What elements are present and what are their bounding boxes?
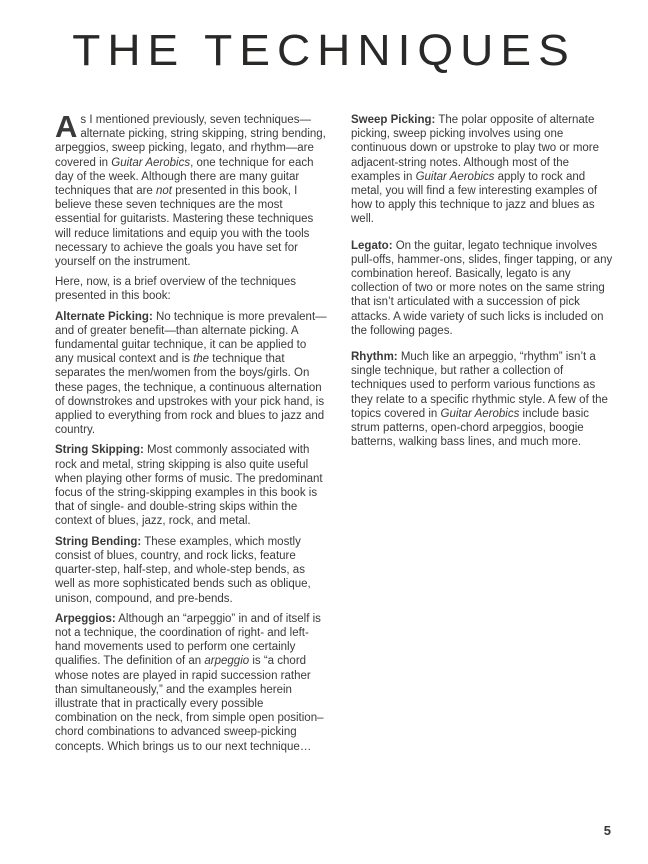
paragraph-string-skipping: String Skipping: Most commonly associated with rock and metal, string skipping is also quite useful when playing other forms of music. The predominant focus of the string-skipping examples in this book is that of single- and double-string skips within the context of blues, jazz, rock, and metal. [55,444,323,528]
paragraph-alternate-picking: Alternate Picking: No technique is more prevalent—and of greater benefit—than alternate picking. A fundamental guitar technique, it can be applied to any musical context and is the technique that separates the men/women from the boys/girls. On these pages, the technique, a continuous alternation of downstrokes and upstrokes with your pick hand, is applied to everything from rock and blues to jazz and country. [55,310,327,437]
content-columns [55,109,619,760]
right-column [351,113,619,760]
paragraph-intro-text: s I mentioned previously, seven techniques—alternate picking, string skipping, string bending, arpeggios, sweep picking, legato, and rhythm—are covered in Guitar Aerobics, one technique for each day of the week. Although there are many guitar techniques that are not presented in this book, I believe these seven techniques are the most essential for guitarists. Mastering these techniques will reduce limitations and equip you with the tools necessary to achieve the goals you have set for yourself on the instrument. [55,114,326,269]
paragraph-intro [55,109,327,269]
paragraph-rhythm: Rhythm: Much like an arpeggio, “rhythm” isn’t a single technique, but rather a collection of techniques used to perform various functions as they relate to a specific rhythmic style. A few of the topics covered in Guitar Aerobics include basic strum patterns, open-chord arpeggios, boogie batterns, walking bass lines, and much more. [351,351,608,449]
drop-cap: A [55,109,78,144]
paragraph-overview: Here, now, is a brief overview of the techniques presented in this book: [55,276,296,303]
paragraph-legato: Legato: On the guitar, legato technique involves pull-offs, hammer-ons, slides, finger tapping, or any combination hereof. Basically, legato is any collection of two or more notes on the same string that isn’t articulated with a succession of pick attacks. A wide variety of such licks is included on the following pages. [351,239,613,337]
left-column [55,109,327,760]
paragraph-sweep-picking: Sweep Picking: The polar opposite of alternate picking, sweep picking involves using one continuous down or upstroke to play two or more adjacent-string notes. Although most of the examples in Guitar Aerobics apply to rock and metal, you will find a few interesting examples of how to apply this technique to jazz and blues as well. [351,114,600,226]
paragraph-arpeggios: Arpeggios: Although an “arpeggio” in and of itself is not a technique, the coordination of right- and left-hand movements used to perform one certainly qualifies. The definition of an arpeggio is “a chord whose notes are played in rapid succession rather than simultaneously,” and the examples herein illustrate that in practically every possible combination on the neck, from simple open position–chord combinations to advanced sweep-picking concepts. Which brings us to our next technique… [55,612,324,753]
page-title: THE TECHNIQUES [72,24,576,75]
paragraph-string-bending: String Bending: These examples, which mostly consist of blues, country, and rock licks, feature quarter-step, half-step, and whole-step bends, as well as more sophisticated bends such as oblique, unison, compound, and pre-bends. [55,535,311,605]
page-number: 5 [603,823,611,838]
